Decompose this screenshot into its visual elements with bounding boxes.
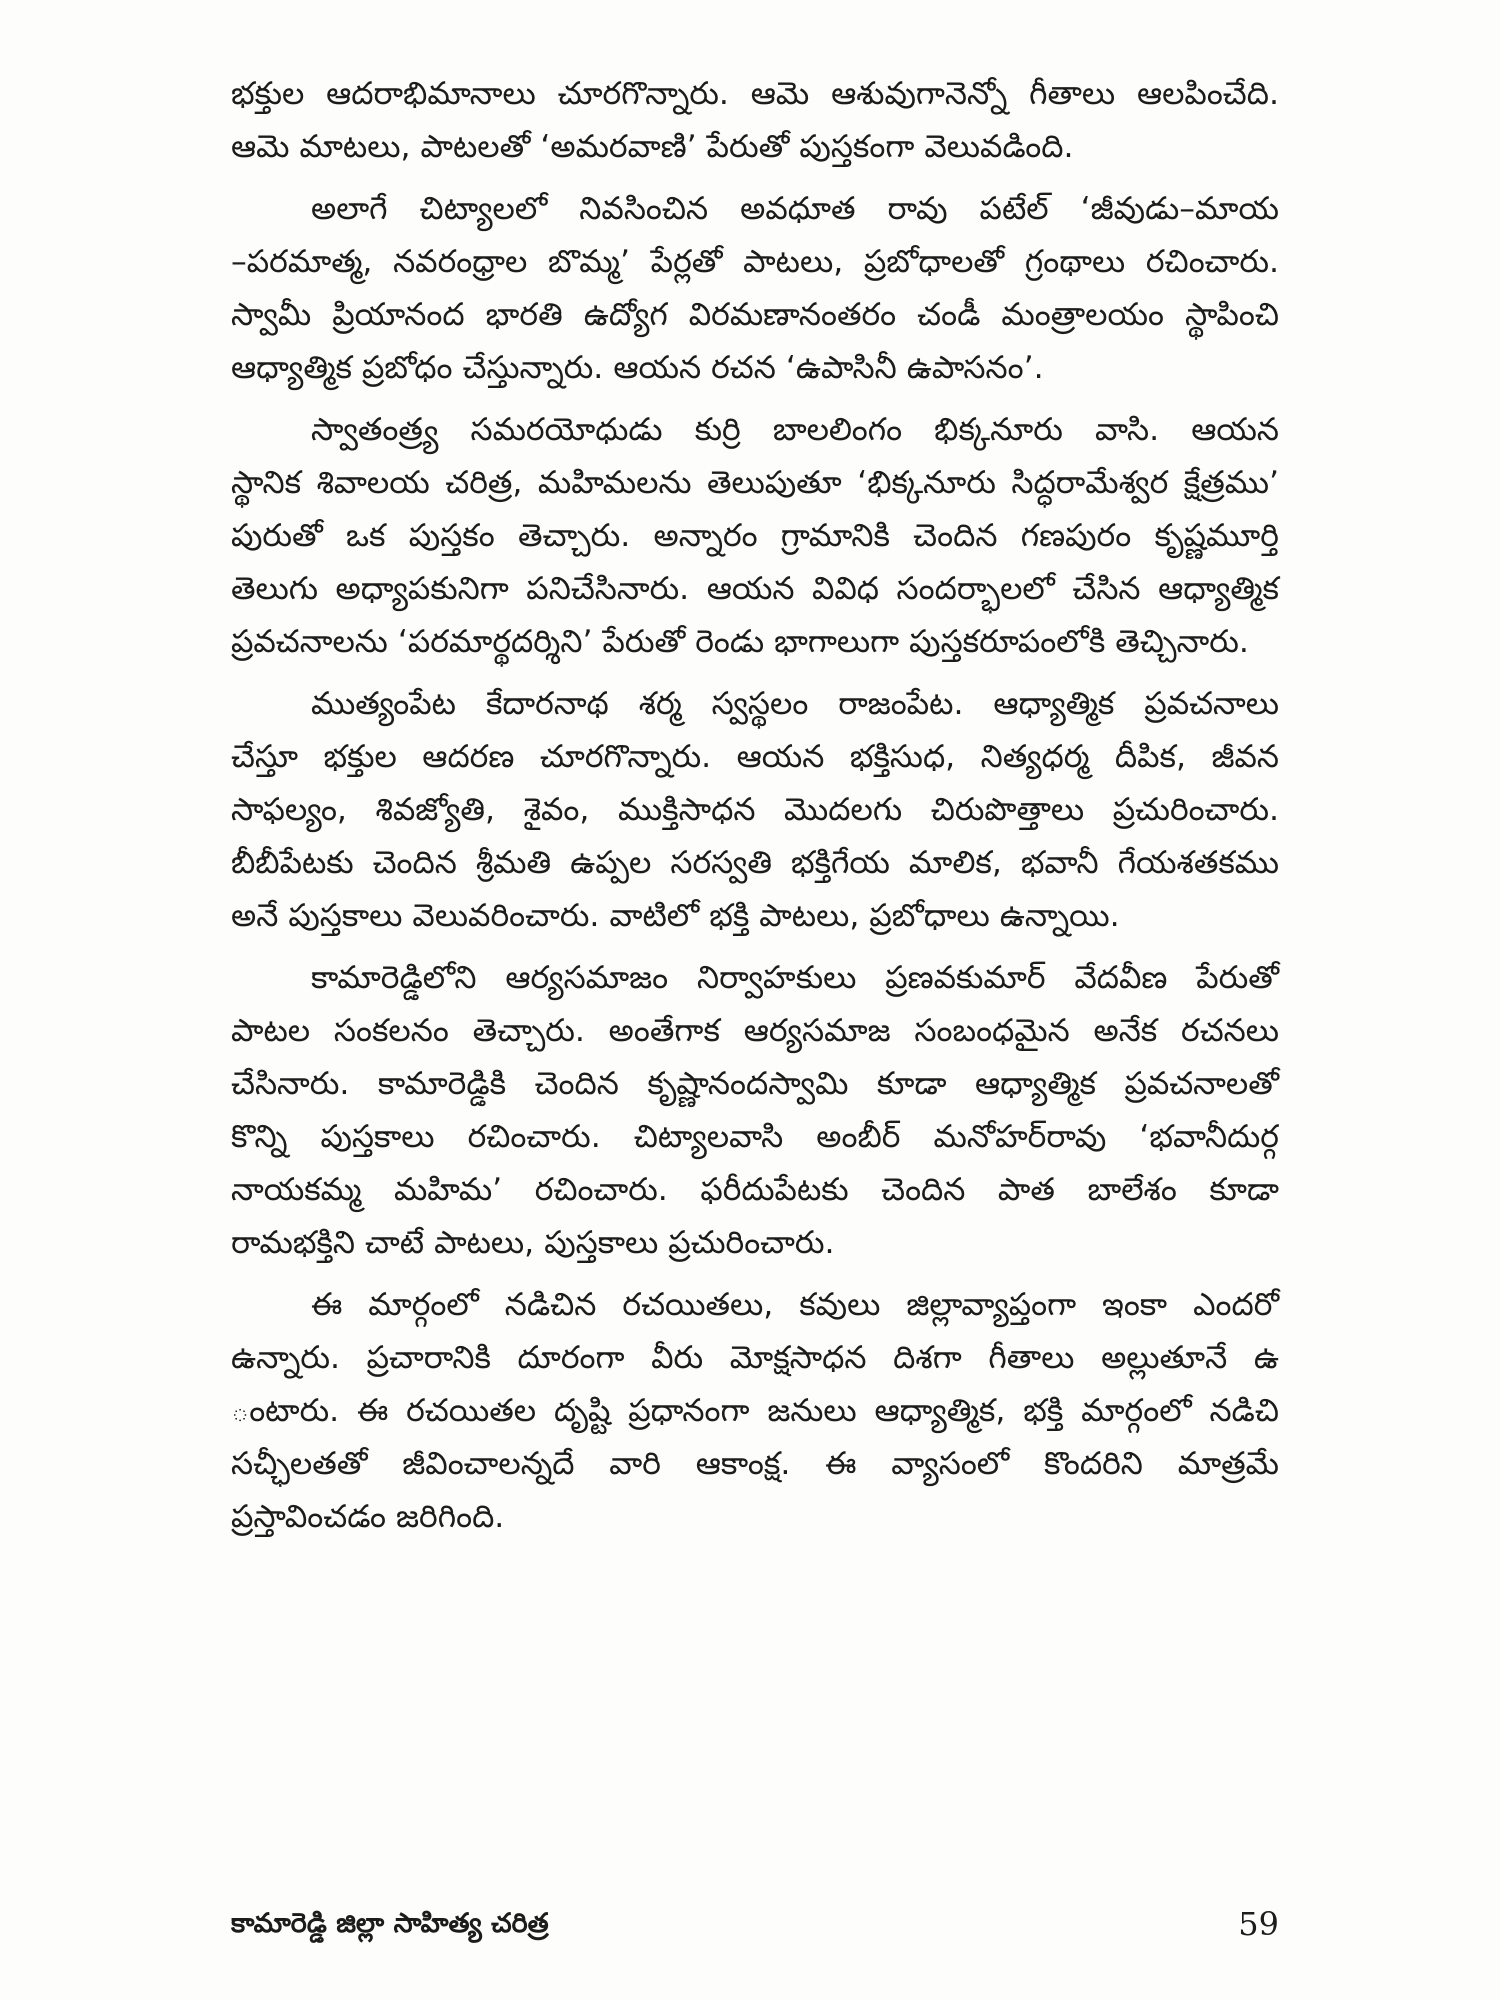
- paragraph-1: [231, 68, 1279, 174]
- paragraph-6: [231, 1279, 1279, 1544]
- text-line: పురుతో ఒక పుస్తకం తెచ్చారు. అన్నారం గ్రామానికి చెందిన గణపురం కృష్ణమూర్తి: [231, 518, 1279, 554]
- page-footer: [231, 1902, 1279, 1952]
- text-line: పాటల సంకలనం తెచ్చారు. అంతేగాక ఆర్యసమాజ సంబంధమైన అనేక రచనలు: [231, 1013, 1279, 1049]
- text-line: చేస్తూ భక్తుల ఆదరణ చూరగొన్నారు. ఆయన భక్తిసుధ, నిత్యధర్మ దీపిక, జీవన: [231, 739, 1279, 775]
- text-line: కొన్ని పుస్తకాలు రచించారు. చిట్యాలవాసి అంబీర్ మనోహర్‌రావు ‘భవానీదుర్గ: [231, 1119, 1279, 1155]
- paragraph-5: [231, 952, 1279, 1270]
- text-line: తెలుగు అధ్యాపకునిగా పనిచేసినారు. ఆయన వివిధ సందర్భాలలో చేసిన ఆధ్యాత్మిక: [231, 571, 1279, 607]
- text-line: ఆమె మాటలు, పాటలతో ‘అమరవాణి’ పేరుతో పుస్తకంగా వెలువడింది.: [231, 129, 1074, 165]
- text-line: స్వాతంత్ర్య సమరయోధుడు కుర్రి బాలలింగం భిక్కనూరు వాసి. ఆయన: [311, 412, 1279, 448]
- text-line: ఉన్నారు. ప్రచారానికి దూరంగా వీరు మోక్షసాధన దిశగా గీతాలు అల్లుతూనే ఉ: [231, 1340, 1279, 1376]
- text-line: కామారెడ్డిలోని ఆర్యసమాజం నిర్వాహకులు ప్రణవకుమార్ వేదవీణ పేరుతో: [311, 960, 1279, 996]
- text-line: ఈ మార్గంలో నడిచిన రచయితలు, కవులు జిల్లావ్యాప్తంగా ఇంకా ఎందరో: [311, 1287, 1279, 1323]
- paragraph-2: [231, 183, 1279, 395]
- text-line: ప్రస్తావించడం జరిగింది.: [231, 1499, 505, 1535]
- text-line: –పరమాత్మ, నవరంధ్రాల బొమ్మ’ పేర్లతో పాటలు, ప్రబోధాలతో గ్రంథాలు రచించారు.: [231, 244, 1279, 280]
- text-line: రామభక్తిని చాటే పాటలు, పుస్తకాలు ప్రచురించారు.: [231, 1225, 835, 1261]
- text-line: అనే పుస్తకాలు వెలువరించారు. వాటిలో భక్తి పాటలు, ప్రబోధాలు ఉన్నాయి.: [231, 898, 1120, 934]
- text-line: అలాగే చిట్యాలలో నివసించిన అవధూత రావు పటేల్ ‘జీవుడు–మాయ: [311, 191, 1279, 227]
- text-line: బీబీపేటకు చెందిన శ్రీమతి ఉప్పల సరస్వతి భక్తిగేయ మాలిక, భవానీ గేయశతకము: [231, 845, 1279, 881]
- text-line: సాఫల్యం, శివజ్యోతి, శైవం, ముక్తిసాధన మొదలగు చిరుపొత్తాలు ప్రచురించారు.: [231, 792, 1279, 828]
- text-line: స్థానిక శివాలయ చరిత్ర, మహిమలను తెలుపుతూ ‘భిక్కనూరు సిద్ధరామేశ్వర క్షేత్రము’: [231, 465, 1279, 501]
- text-line: నాయకమ్మ మహిమ’ రచించారు. ఫరీదుపేటకు చెందిన పాత బాలేశం కూడా: [231, 1172, 1279, 1208]
- text-line: భక్తుల ఆదరాభిమానాలు చూరగొన్నారు. ఆమె ఆశువుగానెన్నో గీతాలు ఆలపించేది.: [231, 76, 1279, 112]
- text-line: ముత్యంపేట కేదారనాథ శర్మ స్వస్థలం రాజంపేట. ఆధ్యాత్మిక ప్రవచనాలు: [311, 686, 1279, 722]
- text-line: చేసినారు. కామారెడ్డికి చెందిన కృష్ణానందస్వామి కూడా ఆధ్యాత్మిక ప్రవచనాలతో: [231, 1066, 1279, 1102]
- paragraph-3: [231, 404, 1279, 669]
- text-line: ంటారు. ఈ రచయితల దృష్టి ప్రధానంగా జనులు ఆధ్యాత్మిక, భక్తి మార్గంలో నడిచి: [231, 1393, 1279, 1429]
- paragraph-4: [231, 678, 1279, 943]
- text-line: సచ్ఛీలతతో జీవించాలన్నదే వారి ఆకాంక్ష. ఈ వ్యాసంలో కొందరిని మాత్రమే: [231, 1446, 1279, 1482]
- text-line: ప్రవచనాలను ‘పరమార్థదర్శిని’ పేరుతో రెండు భాగాలుగా పుస్తకరూపంలోకి తెచ్చినారు.: [231, 624, 1249, 660]
- book-title: కామారెడ్డి జిల్లా సాహిత్య చరిత్ర: [231, 1908, 549, 1939]
- text-line: స్వామీ ప్రియానంద భారతి ఉద్యోగ విరమణానంతరం చండీ మంత్రాలయం స్థాపించి: [231, 297, 1279, 333]
- page-number: 59: [1238, 1905, 1279, 1943]
- body-text: [231, 68, 1279, 1553]
- text-line: ఆధ్యాత్మిక ప్రబోధం చేస్తున్నారు. ఆయన రచన ‘ఉపాసినీ ఉపాసనం’.: [231, 350, 1044, 386]
